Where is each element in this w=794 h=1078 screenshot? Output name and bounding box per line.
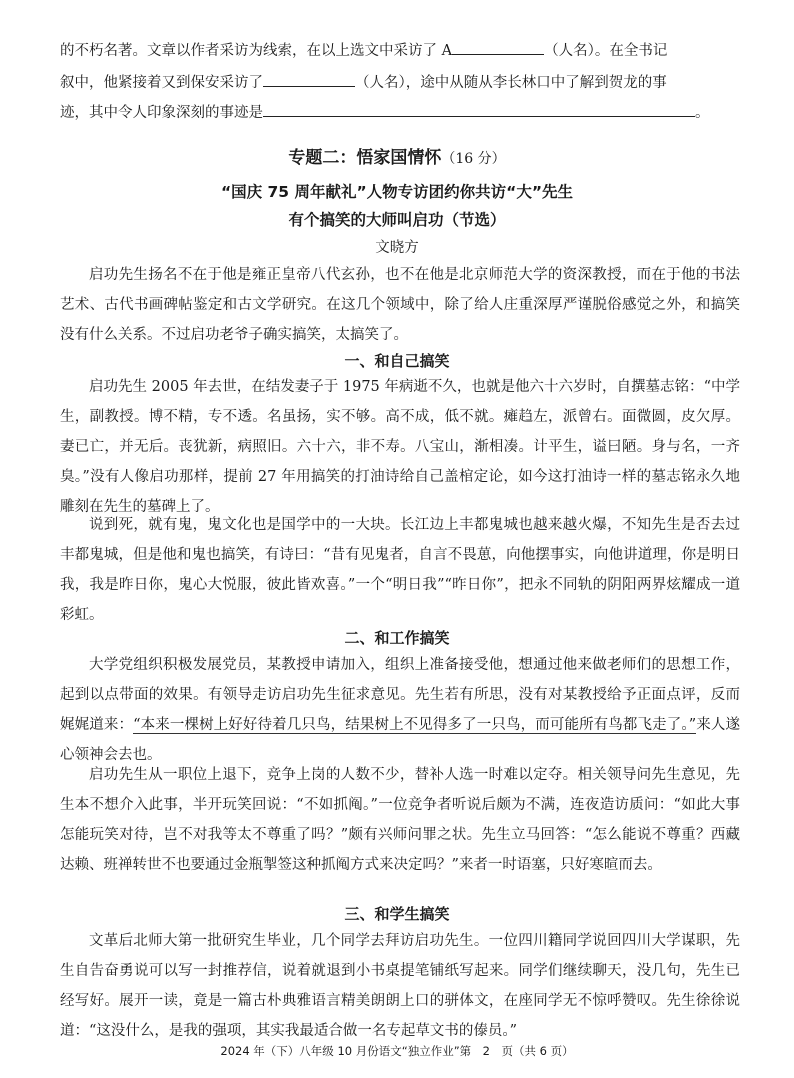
intro-line-3 — [60, 98, 740, 128]
paragraph-6: 文革后北师大第一批研究生毕业，几个同学去拜访启功先生。一位四川籍同学说回四川大学谋职，先生自告奋勇说可以写一封推荐信，说着就退到小书桌提笔铺纸写起来。同学们继续聊天，没几句，先生已经写好。展开一读，竟是一篇古朴典雅语言精美朗朗上口的骈体文，在座同学无不惊呼赞叹。先生徐徐说道：“这没什么，是我的强项，其实我最适合做一名专起草文书的傣员。” — [60, 933, 740, 1039]
article-title: 有个搞笑的大师叫启功（节选） — [288, 211, 506, 229]
section-heading-3: 三、和学生搞笑 — [344, 905, 450, 923]
paragraph-1: 启功先生扬名不在于他是雍正皇帝八代玄孙，也不在他是北京师范大学的资深教授，而在于他的书法艺术、古代书画碑帖鉴定和古文学研究。在这几个领域中，除了给人庄重深厚严谨脱俗感觉之外，和搞笑没有什么关系。不过启功老爷子确实搞笑，太搞笑了。 — [60, 267, 740, 343]
intro-text: 。 — [695, 105, 710, 121]
intro-text: （人名）。在全书记 — [544, 43, 668, 59]
article-author: 文晓方 — [375, 240, 419, 256]
paragraph-text: 来人遂心领神会去也。 — [60, 717, 741, 763]
intro-text: 的不朽名著。文章以作者采访为线索，在以上选文中采访了 A — [60, 43, 453, 59]
intro-line-1 — [60, 36, 740, 66]
paragraph-5: 启功先生从一职位上退下，竞争上岗的人数不少，替补人选一时难以定夺。相关领导问先生意见，先生本不想介入此事，半开玩笑回说：“不如抓阄。”一位竞争者听说后颇为不满，连夜造访质问：“如此大事怎能玩笑对待，岂不对我等太不尊重了吗？”颇有兴师问罪之状。先生立马回答：“怎么能说不尊重？西藏达赖、班禅转世不也要通过金瓶掣签这种抓阄方式来决定吗？”来者一时语塞，只好寒暄而去。 — [60, 767, 741, 873]
series-title: “国庆 75 周年献礼”人物专访团约你共访“大”先生 — [220, 183, 574, 201]
paragraph-4 — [60, 650, 740, 770]
intro-text: 叙中，他紧接着又到保安采访了 — [60, 75, 263, 91]
page-footer: 2024 年（下）八年级 10 月份语文“独立作业”第 2 页（共 6 页） — [220, 1044, 574, 1058]
intro-text: 迹，其中令人印象深刻的事迹是 — [60, 105, 263, 121]
paragraph-text: 大学党组织积极发展党员，某教授申请加入，组织上准备接受他，想通过他来做老师们的思想工作，起到以点带面的效果。有领导走访启功先生征求意见。先生若有所思，没有对某教授给予正面点评，反而娓娓道来： — [60, 657, 740, 733]
answer-blank-3[interactable] — [263, 98, 695, 117]
section-heading-2: 二、和工作搞笑 — [344, 629, 450, 647]
answer-blank-1[interactable] — [452, 36, 544, 55]
answer-blank-2[interactable] — [263, 68, 355, 87]
section-heading-1: 一、和自己搞笑 — [344, 352, 450, 370]
paragraph-3: 说到死，就有鬼，鬼文化也是国学中的一大块。长江边上丰都鬼城也越来越火爆，不知先生是否去过丰都鬼城，但是他和鬼也搞笑，有诗曰：“昔有见鬼者，自言不畏葸，向他摆事实，向他讲道理，你是明日我，我是昨日你，鬼心大悦服，彼此皆欢喜。”一个“明日我”“昨日你”，把永不同轨的阴阳两界炫耀成一道彩虹。 — [60, 517, 740, 623]
underlined-quote: “本来一棵树上好好待着几只鸟，结果树上不见得多了一只鸟，而可能所有鸟都飞走了。” — [133, 717, 697, 733]
paragraph-2: 启功先生 2005 年去世，在结发妻子于 1975 年病逝不久，也就是他六十六岁时，自撰墓志铭：“中学生，副教授。博不精，专不透。名虽扬，实不够。高不成，低不就。瘫趋左，派曾右。面微圆，皮欠厚。妻已亡，并无后。丧犹新，病照旧。六十六，非不寿。八宝山，渐相凑。计平生，谥曰陋。身与名，一齐臭。”没有人像启功那样，提前 27 年用搞笑的打油诗给自己盖棺定论，如今这打油诗一样的墓志铭永久地雕刻在先生的墓碑上了。 — [60, 379, 740, 515]
intro-line-2 — [60, 68, 740, 98]
topic-heading — [0, 143, 794, 168]
topic-title: 专题二：悟家国情怀 — [288, 148, 442, 168]
intro-text: （人名），途中从随从李长林口中了解到贺龙的事 — [355, 75, 667, 91]
topic-score: （16 分） — [441, 151, 506, 167]
